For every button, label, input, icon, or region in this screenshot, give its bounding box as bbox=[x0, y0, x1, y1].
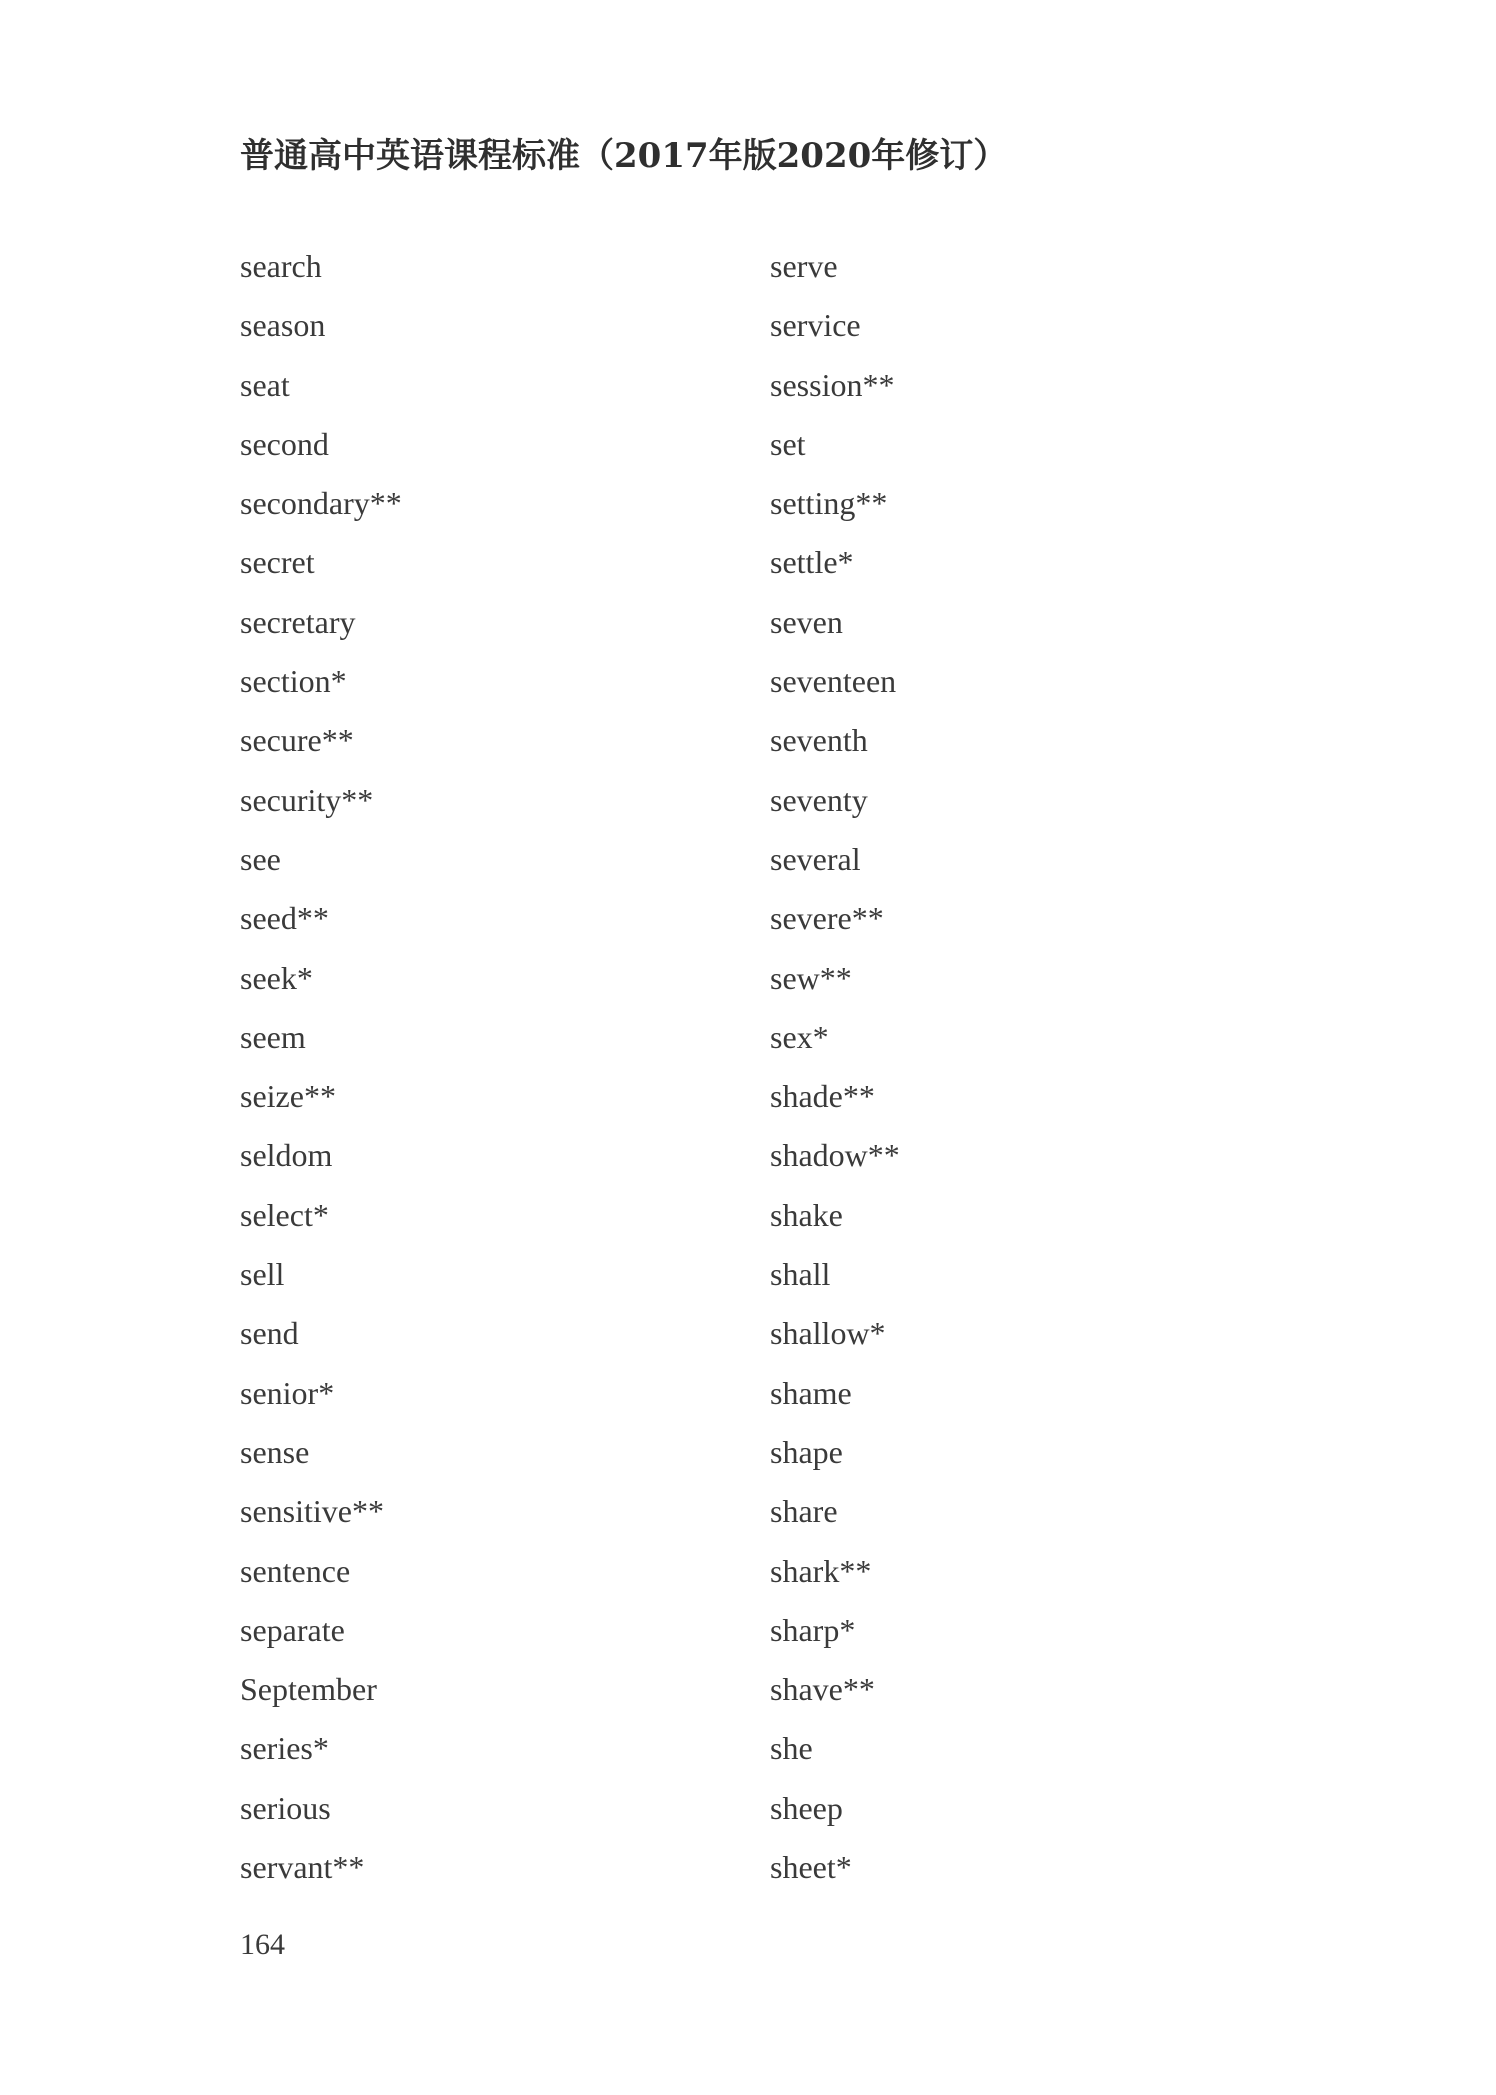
vocabulary-word: section* bbox=[240, 663, 347, 700]
vocabulary-word: seem bbox=[240, 1018, 306, 1055]
vocabulary-word: season bbox=[240, 307, 326, 344]
vocabulary-word: sheep bbox=[770, 1789, 843, 1826]
vocabulary-word: sheet* bbox=[770, 1849, 852, 1886]
vocabulary-word: shake bbox=[770, 1196, 843, 1233]
vocabulary-word: shade** bbox=[770, 1078, 875, 1115]
vocabulary-word: sew** bbox=[770, 959, 852, 996]
vocabulary-word: search bbox=[240, 248, 322, 284]
vocabulary-word: seven bbox=[770, 603, 843, 640]
vocabulary-word: service bbox=[770, 307, 861, 344]
vocabulary-word: seek* bbox=[240, 959, 313, 996]
vocabulary-word: she bbox=[770, 1730, 813, 1767]
vocabulary-word: shall bbox=[770, 1256, 831, 1293]
vocabulary-word: set bbox=[770, 425, 806, 462]
vocabulary-word: secondary** bbox=[240, 485, 402, 522]
vocabulary-word: sensitive** bbox=[240, 1493, 384, 1530]
vocabulary-word: seventh bbox=[770, 722, 868, 759]
vocabulary-word: shame bbox=[770, 1374, 852, 1411]
vocabulary-word: secretary bbox=[240, 603, 356, 640]
vocabulary-word: seed** bbox=[240, 900, 329, 937]
vocabulary-word: see bbox=[240, 840, 281, 877]
vocabulary-word: secure** bbox=[240, 722, 354, 759]
word-list-left-column bbox=[240, 244, 402, 1904]
vocabulary-word: second bbox=[240, 425, 329, 462]
vocabulary-word: September bbox=[240, 1671, 377, 1708]
vocabulary-word: serious bbox=[240, 1789, 331, 1826]
vocabulary-word: seldom bbox=[240, 1137, 333, 1174]
vocabulary-word: servant** bbox=[240, 1849, 365, 1886]
vocabulary-word: shark** bbox=[770, 1552, 872, 1589]
vocabulary-word: select* bbox=[240, 1196, 329, 1233]
vocabulary-word: shave** bbox=[770, 1671, 875, 1708]
vocabulary-word: separate bbox=[240, 1611, 345, 1648]
vocabulary-word: sex* bbox=[770, 1018, 829, 1055]
vocabulary-word: shallow* bbox=[770, 1315, 886, 1352]
vocabulary-word: secret bbox=[240, 544, 315, 581]
vocabulary-word: shape bbox=[770, 1433, 843, 1470]
vocabulary-word: sentence bbox=[240, 1552, 351, 1589]
vocabulary-word: send bbox=[240, 1315, 299, 1352]
vocabulary-word: share bbox=[770, 1493, 838, 1530]
vocabulary-word: serve bbox=[770, 248, 838, 284]
vocabulary-word: seventeen bbox=[770, 663, 897, 700]
vocabulary-word: seize** bbox=[240, 1078, 336, 1115]
vocabulary-word: series* bbox=[240, 1730, 329, 1767]
vocabulary-word: sense bbox=[240, 1433, 310, 1470]
vocabulary-word: seat bbox=[240, 366, 290, 403]
vocabulary-word: setting** bbox=[770, 485, 888, 522]
vocabulary-word: shadow** bbox=[770, 1137, 900, 1174]
vocabulary-word: senior* bbox=[240, 1374, 335, 1411]
page-header-title: 普通高中英语课程标准（2017年版2020年修订） bbox=[240, 136, 1008, 176]
vocabulary-word: seventy bbox=[770, 781, 868, 818]
vocabulary-word: several bbox=[770, 840, 861, 877]
vocabulary-word: settle* bbox=[770, 544, 854, 581]
vocabulary-word: sell bbox=[240, 1256, 285, 1293]
vocabulary-word: sharp* bbox=[770, 1611, 856, 1648]
vocabulary-word: session** bbox=[770, 366, 895, 403]
vocabulary-word: security** bbox=[240, 781, 374, 818]
page-number: 164 bbox=[240, 1928, 285, 1961]
word-list-right-column bbox=[770, 244, 900, 1904]
vocabulary-word: severe** bbox=[770, 900, 884, 937]
